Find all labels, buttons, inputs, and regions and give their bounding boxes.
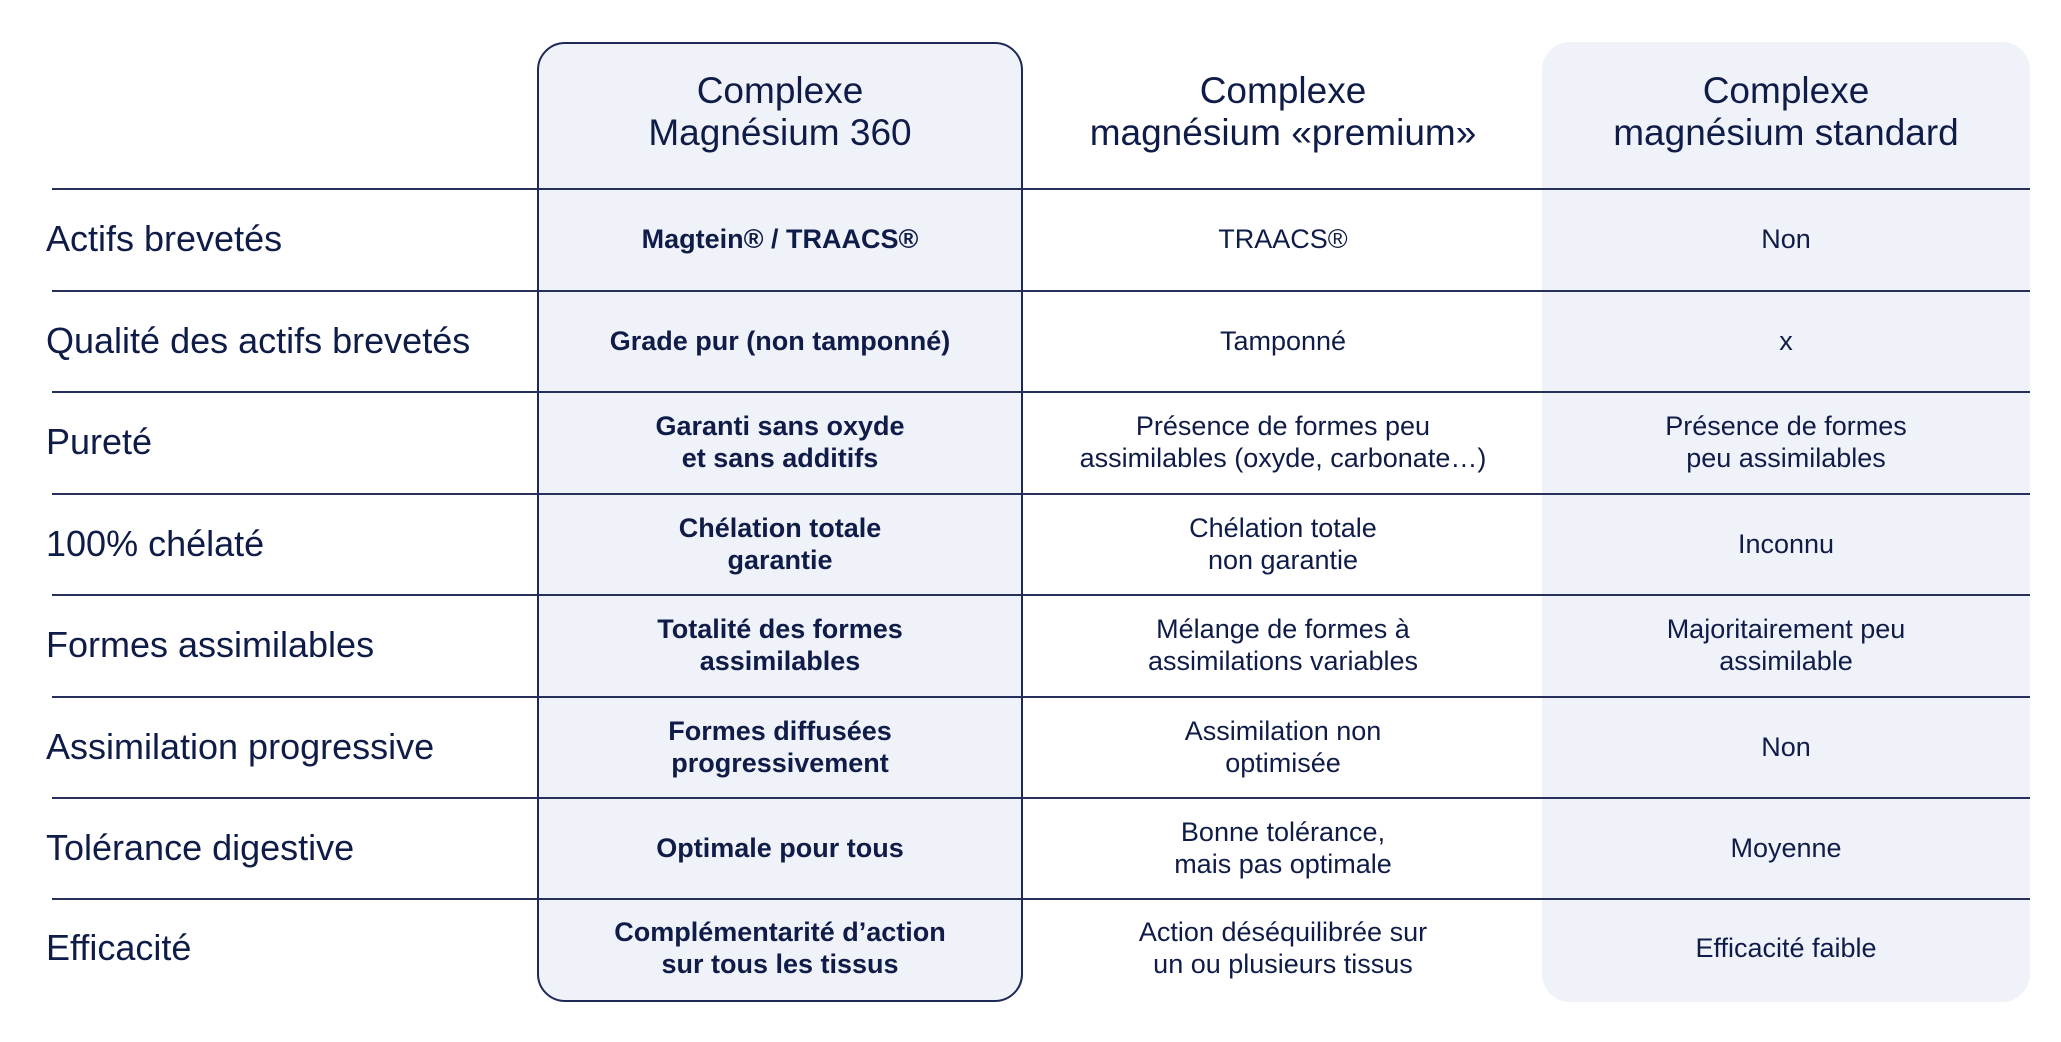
cell-text-line: TRAACS® xyxy=(1218,224,1348,254)
column-header-line: magnésium «premium» xyxy=(1089,112,1477,153)
table-cell-standard xyxy=(1542,391,2030,493)
cell-text-line: Efficacité faible xyxy=(1695,933,1877,963)
cell-text-line: Bonne tolérance, xyxy=(1180,817,1386,847)
row-label: Formes assimilables xyxy=(46,624,375,665)
table-cell-standard xyxy=(1542,797,2030,899)
cell-text-line: sur tous les tissus xyxy=(661,949,899,979)
row-label: Pureté xyxy=(46,421,153,462)
column-header-line: Complexe xyxy=(1199,70,1367,111)
cell-text-line: Présence de formes peu xyxy=(1135,411,1431,441)
table-cell-m360 xyxy=(537,797,1023,899)
cell-text-line: Chélation totale xyxy=(1189,513,1377,543)
table-cell-standard xyxy=(1542,898,2030,998)
table-cell-m360 xyxy=(537,594,1023,696)
cell-text-line: peu assimilables xyxy=(1686,443,1886,473)
cell-text-line: un ou plusieurs tissus xyxy=(1153,949,1413,979)
row-label: 100% chélaté xyxy=(46,523,265,564)
cell-text-line: Non xyxy=(1761,224,1811,254)
cell-text-line: Action déséquilibrée sur xyxy=(1138,917,1428,947)
row-label: Qualité des actifs brevetés xyxy=(46,320,471,361)
table-cell-m360 xyxy=(537,290,1023,392)
row-label: Assimilation progressive xyxy=(46,726,435,767)
table-cell-premium xyxy=(1030,493,1536,595)
cell-text-line: Présence de formes xyxy=(1665,411,1907,441)
cell-text-line: Totalité des formes xyxy=(657,614,903,644)
table-cell-m360 xyxy=(537,696,1023,798)
cell-text-line: Complémentarité d’action xyxy=(614,917,946,947)
table-cell-premium xyxy=(1030,898,1536,998)
cell-text-line: x xyxy=(1779,326,1793,356)
table-cell-standard xyxy=(1542,696,2030,798)
table-cell-standard xyxy=(1542,290,2030,392)
cell-text-line: assimilations variables xyxy=(1147,646,1419,676)
cell-text-line: Assimilation non xyxy=(1184,716,1382,746)
table-cell-standard xyxy=(1542,594,2030,696)
cell-text-line: assimilables xyxy=(699,646,861,676)
column-header-line: magnésium standard xyxy=(1613,112,1959,153)
cell-text-line: assimilables (oxyde, carbonate…) xyxy=(1079,443,1487,473)
cell-text-line: optimisée xyxy=(1225,748,1341,778)
column-header-line: Complexe xyxy=(1702,70,1870,111)
cell-text-line: Mélange de formes à xyxy=(1156,614,1410,644)
table-cell-standard xyxy=(1542,493,2030,595)
cell-text-line: Garanti sans oxyde xyxy=(655,411,905,441)
cell-text-line: garantie xyxy=(727,545,833,575)
table-cell-m360 xyxy=(537,188,1023,290)
row-label: Efficacité xyxy=(46,927,192,968)
cell-text-line: Majoritairement peu xyxy=(1666,614,1906,644)
column-header-line: Complexe xyxy=(696,70,864,111)
column-header-m360 xyxy=(537,70,1023,190)
row-label: Actifs brevetés xyxy=(46,218,283,259)
cell-text-line: mais pas optimale xyxy=(1174,849,1392,879)
table-cell-standard xyxy=(1542,188,2030,290)
cell-text-line: Optimale pour tous xyxy=(656,833,904,863)
table-cell-m360 xyxy=(537,898,1023,998)
cell-text-line: Inconnu xyxy=(1737,529,1835,559)
table-cell-premium xyxy=(1030,188,1536,290)
cell-text-line: Grade pur (non tamponné) xyxy=(609,326,951,356)
cell-text-line: Tamponné xyxy=(1219,326,1347,356)
table-cell-premium xyxy=(1030,696,1536,798)
cell-text-line: progressivement xyxy=(671,748,889,778)
table-cell-premium xyxy=(1030,391,1536,493)
cell-text-line: et sans additifs xyxy=(681,443,879,473)
cell-text-line: Moyenne xyxy=(1730,833,1842,863)
table-cell-m360 xyxy=(537,391,1023,493)
table-cell-premium xyxy=(1030,797,1536,899)
cell-text-line: assimilable xyxy=(1719,646,1853,676)
cell-text-line: Chélation totale xyxy=(678,513,882,543)
table-cell-premium xyxy=(1030,594,1536,696)
column-header-premium xyxy=(1030,70,1536,190)
table-cell-premium xyxy=(1030,290,1536,392)
cell-text-line: non garantie xyxy=(1207,545,1359,575)
cell-text-line: Formes diffusées xyxy=(668,716,892,746)
cell-text-line: Non xyxy=(1761,732,1811,762)
row-label: Tolérance digestive xyxy=(46,827,355,868)
column-header-line: Magnésium 360 xyxy=(648,112,912,153)
table-cell-m360 xyxy=(537,493,1023,595)
cell-text-line: Magtein® / TRAACS® xyxy=(641,224,919,254)
column-header-standard xyxy=(1542,70,2030,190)
